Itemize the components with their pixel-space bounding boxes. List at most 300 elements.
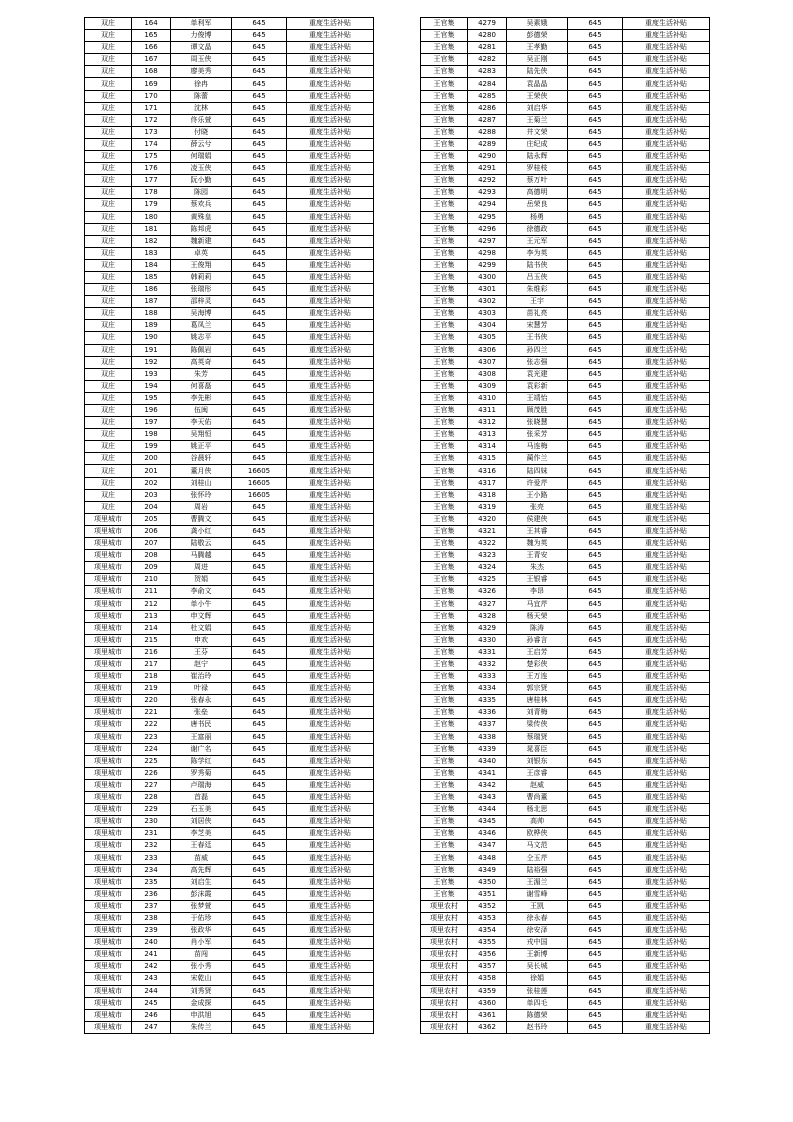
number-cell: 4283 xyxy=(468,66,507,78)
town-cell: 王官集 xyxy=(421,211,468,223)
subsidy-type-cell: 重度生活补贴 xyxy=(623,114,710,126)
amount-cell: 645 xyxy=(232,658,287,670)
table-row xyxy=(421,525,710,537)
town-cell: 王官集 xyxy=(421,368,468,380)
table-row xyxy=(85,900,374,912)
number-cell: 192 xyxy=(132,356,171,368)
table-row xyxy=(85,538,374,550)
amount-cell: 645 xyxy=(568,840,623,852)
town-cell: 王官集 xyxy=(421,126,468,138)
subsidy-type-cell: 重度生活补贴 xyxy=(623,18,710,30)
amount-cell: 645 xyxy=(568,562,623,574)
name-cell: 薛云兮 xyxy=(171,138,232,150)
name-cell: 周进 xyxy=(171,562,232,574)
subsidy-type-cell: 重度生活补贴 xyxy=(623,296,710,308)
town-cell: 双庄 xyxy=(85,114,132,126)
table-row xyxy=(421,235,710,247)
table-row xyxy=(421,1009,710,1021)
table-row xyxy=(85,840,374,852)
subsidy-type-cell: 重度生活补贴 xyxy=(287,925,374,937)
subsidy-type-cell: 重度生活补贴 xyxy=(287,489,374,501)
subsidy-type-cell: 重度生活补贴 xyxy=(287,66,374,78)
amount-cell: 645 xyxy=(568,211,623,223)
town-cell: 双庄 xyxy=(85,102,132,114)
town-cell: 项里城市 xyxy=(85,743,132,755)
table-row xyxy=(421,562,710,574)
subsidy-type-cell: 重度生活补贴 xyxy=(287,344,374,356)
number-cell: 4301 xyxy=(468,284,507,296)
table-row xyxy=(85,453,374,465)
number-cell: 4350 xyxy=(468,876,507,888)
amount-cell: 645 xyxy=(232,888,287,900)
name-cell: 陆敬云 xyxy=(171,538,232,550)
subsidy-type-cell: 重度生活补贴 xyxy=(287,259,374,271)
town-cell: 项里城市 xyxy=(85,985,132,997)
amount-cell: 645 xyxy=(232,634,287,646)
subsidy-type-cell: 重度生活补贴 xyxy=(623,344,710,356)
name-cell: 戎中国 xyxy=(507,937,568,949)
subsidy-type-cell: 重度生活补贴 xyxy=(287,658,374,670)
name-cell: 仝玉芹 xyxy=(507,852,568,864)
town-cell: 王官集 xyxy=(421,695,468,707)
amount-cell: 645 xyxy=(568,961,623,973)
number-cell: 234 xyxy=(132,864,171,876)
subsidy-type-cell: 重度生活补贴 xyxy=(623,634,710,646)
name-cell: 徐娟 xyxy=(507,973,568,985)
amount-cell: 645 xyxy=(568,247,623,259)
number-cell: 216 xyxy=(132,646,171,658)
amount-cell: 645 xyxy=(568,574,623,586)
amount-cell: 645 xyxy=(232,199,287,211)
town-cell: 王官集 xyxy=(421,804,468,816)
town-cell: 王官集 xyxy=(421,90,468,102)
amount-cell: 645 xyxy=(232,997,287,1009)
subsidy-type-cell: 重度生活补贴 xyxy=(287,852,374,864)
amount-cell: 645 xyxy=(568,900,623,912)
name-cell: 唐书民 xyxy=(171,719,232,731)
number-cell: 4331 xyxy=(468,646,507,658)
subsidy-type-cell: 重度生活补贴 xyxy=(623,586,710,598)
number-cell: 4296 xyxy=(468,223,507,235)
number-cell: 195 xyxy=(132,392,171,404)
number-cell: 175 xyxy=(132,151,171,163)
amount-cell: 645 xyxy=(568,634,623,646)
town-cell: 项里城市 xyxy=(85,695,132,707)
table-row xyxy=(85,90,374,102)
table-row xyxy=(421,646,710,658)
number-cell: 4285 xyxy=(468,90,507,102)
number-cell: 4320 xyxy=(468,513,507,525)
subsidy-type-cell: 重度生活补贴 xyxy=(623,441,710,453)
name-cell: 首磊 xyxy=(171,792,232,804)
number-cell: 196 xyxy=(132,405,171,417)
name-cell: 朱维彩 xyxy=(507,284,568,296)
town-cell: 王官集 xyxy=(421,779,468,791)
number-cell: 233 xyxy=(132,852,171,864)
subsidy-type-cell: 重度生活补贴 xyxy=(623,973,710,985)
amount-cell: 645 xyxy=(232,392,287,404)
town-cell: 项里城市 xyxy=(85,634,132,646)
name-cell: 王凯 xyxy=(507,900,568,912)
table-row xyxy=(421,465,710,477)
amount-cell: 645 xyxy=(568,804,623,816)
number-cell: 207 xyxy=(132,538,171,550)
table-row xyxy=(421,852,710,864)
table-row xyxy=(421,695,710,707)
town-cell: 王官集 xyxy=(421,405,468,417)
subsidy-type-cell: 重度生活补贴 xyxy=(287,707,374,719)
number-cell: 200 xyxy=(132,453,171,465)
subsidy-type-cell: 重度生活补贴 xyxy=(287,562,374,574)
town-cell: 王官集 xyxy=(421,332,468,344)
table-row xyxy=(421,501,710,513)
town-cell: 双庄 xyxy=(85,126,132,138)
amount-cell: 645 xyxy=(568,767,623,779)
subsidy-type-cell: 重度生活补贴 xyxy=(287,804,374,816)
number-cell: 4287 xyxy=(468,114,507,126)
town-cell: 项里城市 xyxy=(85,755,132,767)
name-cell: 王其睿 xyxy=(507,525,568,537)
town-cell: 项里城市 xyxy=(85,864,132,876)
amount-cell: 645 xyxy=(232,985,287,997)
number-cell: 203 xyxy=(132,489,171,501)
town-cell: 双庄 xyxy=(85,18,132,30)
number-cell: 4338 xyxy=(468,731,507,743)
town-cell: 王官集 xyxy=(421,151,468,163)
table-row xyxy=(421,925,710,937)
name-cell: 曹尚董 xyxy=(507,792,568,804)
number-cell: 202 xyxy=(132,477,171,489)
amount-cell: 16605 xyxy=(232,465,287,477)
table-row xyxy=(421,840,710,852)
name-cell: 王俊翔 xyxy=(171,259,232,271)
amount-cell: 645 xyxy=(568,199,623,211)
name-cell: 王靖怡 xyxy=(507,392,568,404)
amount-cell: 645 xyxy=(568,671,623,683)
name-cell: 陈蕾 xyxy=(171,90,232,102)
number-cell: 237 xyxy=(132,900,171,912)
subsidy-type-cell: 重度生活补贴 xyxy=(287,985,374,997)
town-cell: 王官集 xyxy=(421,888,468,900)
amount-cell: 645 xyxy=(568,284,623,296)
town-cell: 双庄 xyxy=(85,356,132,368)
table-row xyxy=(421,731,710,743)
table-row xyxy=(421,719,710,731)
amount-cell: 645 xyxy=(568,646,623,658)
name-cell: 徐安泽 xyxy=(507,925,568,937)
name-cell: 唐桂林 xyxy=(507,695,568,707)
table-row xyxy=(85,356,374,368)
town-cell: 王官集 xyxy=(421,284,468,296)
table-row xyxy=(85,804,374,816)
town-cell: 王官集 xyxy=(421,876,468,888)
subsidy-type-cell: 重度生活补贴 xyxy=(287,888,374,900)
table-row xyxy=(421,453,710,465)
number-cell: 4346 xyxy=(468,828,507,840)
town-cell: 王官集 xyxy=(421,840,468,852)
town-cell: 王官集 xyxy=(421,586,468,598)
town-cell: 项里城市 xyxy=(85,961,132,973)
number-cell: 228 xyxy=(132,792,171,804)
amount-cell: 645 xyxy=(232,102,287,114)
name-cell: 廖美秀 xyxy=(171,66,232,78)
table-row xyxy=(85,779,374,791)
number-cell: 246 xyxy=(132,1009,171,1021)
subsidy-type-cell: 重度生活补贴 xyxy=(623,671,710,683)
town-cell: 项里农村 xyxy=(421,925,468,937)
number-cell: 4319 xyxy=(468,501,507,513)
name-cell: 朱杰 xyxy=(507,562,568,574)
name-cell: 陈德荣 xyxy=(507,1009,568,1021)
amount-cell: 645 xyxy=(568,163,623,175)
table-row xyxy=(85,30,374,42)
amount-cell: 645 xyxy=(568,392,623,404)
table-row xyxy=(85,574,374,586)
number-cell: 4289 xyxy=(468,138,507,150)
name-cell: 陈学红 xyxy=(171,755,232,767)
number-cell: 198 xyxy=(132,429,171,441)
amount-cell: 645 xyxy=(568,925,623,937)
subsidy-type-cell: 重度生活补贴 xyxy=(287,102,374,114)
town-cell: 王官集 xyxy=(421,489,468,501)
table-row xyxy=(421,707,710,719)
amount-cell: 645 xyxy=(232,441,287,453)
number-cell: 165 xyxy=(132,30,171,42)
table-row xyxy=(421,175,710,187)
number-cell: 4342 xyxy=(468,779,507,791)
town-cell: 双庄 xyxy=(85,78,132,90)
name-cell: 吴正刚 xyxy=(507,54,568,66)
amount-cell: 645 xyxy=(232,417,287,429)
name-cell: 井文荣 xyxy=(507,126,568,138)
subsidy-type-cell: 重度生活补贴 xyxy=(287,405,374,417)
town-cell: 王官集 xyxy=(421,646,468,658)
town-cell: 项里城市 xyxy=(85,683,132,695)
number-cell: 4305 xyxy=(468,332,507,344)
name-cell: 力俊博 xyxy=(171,30,232,42)
name-cell: 蔡万叶 xyxy=(507,175,568,187)
subsidy-type-cell: 重度生活补贴 xyxy=(623,78,710,90)
amount-cell: 645 xyxy=(568,320,623,332)
amount-cell: 645 xyxy=(568,719,623,731)
name-cell: 韩莉莉 xyxy=(171,271,232,283)
name-cell: 张垒 xyxy=(171,707,232,719)
number-cell: 187 xyxy=(132,296,171,308)
name-cell: 宋乾山 xyxy=(171,973,232,985)
number-cell: 231 xyxy=(132,828,171,840)
name-cell: 刘银东 xyxy=(507,755,568,767)
town-cell: 双庄 xyxy=(85,223,132,235)
town-cell: 王官集 xyxy=(421,114,468,126)
table-row xyxy=(85,417,374,429)
name-cell: 马宜芹 xyxy=(507,598,568,610)
number-cell: 4354 xyxy=(468,925,507,937)
name-cell: 朱芳 xyxy=(171,368,232,380)
subsidy-type-cell: 重度生活补贴 xyxy=(287,211,374,223)
town-cell: 王官集 xyxy=(421,223,468,235)
number-cell: 167 xyxy=(132,54,171,66)
number-cell: 247 xyxy=(132,1021,171,1033)
name-cell: 苗威 xyxy=(171,852,232,864)
town-cell: 双庄 xyxy=(85,259,132,271)
town-cell: 项里城市 xyxy=(85,876,132,888)
table-row xyxy=(421,78,710,90)
name-cell: 王元军 xyxy=(507,235,568,247)
number-cell: 245 xyxy=(132,997,171,1009)
number-cell: 4281 xyxy=(468,42,507,54)
subsidy-type-cell: 重度生活补贴 xyxy=(623,550,710,562)
town-cell: 双庄 xyxy=(85,417,132,429)
number-cell: 214 xyxy=(132,622,171,634)
name-cell: 张怀玲 xyxy=(171,489,232,501)
town-cell: 项里城市 xyxy=(85,707,132,719)
name-cell: 孙四兰 xyxy=(507,344,568,356)
name-cell: 欧桦侠 xyxy=(507,828,568,840)
town-cell: 项里城市 xyxy=(85,804,132,816)
amount-cell: 645 xyxy=(232,864,287,876)
amount-cell: 645 xyxy=(568,489,623,501)
name-cell: 何喜磊 xyxy=(171,380,232,392)
number-cell: 4312 xyxy=(468,417,507,429)
town-cell: 项里农村 xyxy=(421,900,468,912)
name-cell: 李芝美 xyxy=(171,828,232,840)
subsidy-type-cell: 重度生活补贴 xyxy=(623,937,710,949)
table-row xyxy=(421,138,710,150)
town-cell: 双庄 xyxy=(85,151,132,163)
subsidy-type-cell: 重度生活补贴 xyxy=(623,743,710,755)
table-row xyxy=(85,731,374,743)
number-cell: 229 xyxy=(132,804,171,816)
number-cell: 4298 xyxy=(468,247,507,259)
table-row xyxy=(421,151,710,163)
number-cell: 4358 xyxy=(468,973,507,985)
amount-cell: 645 xyxy=(232,973,287,985)
name-cell: 梁传侠 xyxy=(507,719,568,731)
name-cell: 袁晶晶 xyxy=(507,78,568,90)
number-cell: 238 xyxy=(132,912,171,924)
number-cell: 4303 xyxy=(468,308,507,320)
subsidy-type-cell: 重度生活补贴 xyxy=(623,804,710,816)
name-cell: 周玉侠 xyxy=(171,54,232,66)
name-cell: 赵威 xyxy=(507,779,568,791)
number-cell: 243 xyxy=(132,973,171,985)
subsidy-type-cell: 重度生活补贴 xyxy=(287,574,374,586)
subsidy-type-cell: 重度生活补贴 xyxy=(623,54,710,66)
number-cell: 4332 xyxy=(468,658,507,670)
amount-cell: 645 xyxy=(232,501,287,513)
name-cell: 姚志平 xyxy=(171,332,232,344)
number-cell: 179 xyxy=(132,199,171,211)
amount-cell: 645 xyxy=(232,574,287,586)
subsidy-type-cell: 重度生活补贴 xyxy=(623,767,710,779)
name-cell: 张梦萱 xyxy=(171,900,232,912)
number-cell: 242 xyxy=(132,961,171,973)
number-cell: 4339 xyxy=(468,743,507,755)
town-cell: 双庄 xyxy=(85,211,132,223)
amount-cell: 645 xyxy=(568,525,623,537)
table-row xyxy=(85,622,374,634)
name-cell: 陆永辉 xyxy=(507,151,568,163)
subsidy-type-cell: 重度生活补贴 xyxy=(623,779,710,791)
name-cell: 王彦睿 xyxy=(507,767,568,779)
table-row xyxy=(85,864,374,876)
town-cell: 项里城市 xyxy=(85,900,132,912)
amount-cell: 645 xyxy=(232,900,287,912)
amount-cell: 645 xyxy=(568,42,623,54)
town-cell: 双庄 xyxy=(85,501,132,513)
subsidy-type-cell: 重度生活补贴 xyxy=(623,574,710,586)
name-cell: 杜文娟 xyxy=(171,622,232,634)
number-cell: 4314 xyxy=(468,441,507,453)
number-cell: 170 xyxy=(132,90,171,102)
subsidy-type-cell: 重度生活补贴 xyxy=(287,731,374,743)
town-cell: 双庄 xyxy=(85,163,132,175)
table-row xyxy=(421,973,710,985)
name-cell: 王万连 xyxy=(507,671,568,683)
subsidy-type-cell: 重度生活补贴 xyxy=(287,779,374,791)
amount-cell: 645 xyxy=(232,876,287,888)
table-row xyxy=(421,1021,710,1033)
subsidy-type-cell: 重度生活补贴 xyxy=(287,151,374,163)
amount-cell: 645 xyxy=(568,417,623,429)
town-cell: 王官集 xyxy=(421,308,468,320)
amount-cell: 645 xyxy=(232,840,287,852)
name-cell: 申欢 xyxy=(171,634,232,646)
name-cell: 郭宗贤 xyxy=(507,683,568,695)
number-cell: 4330 xyxy=(468,634,507,646)
number-cell: 4316 xyxy=(468,465,507,477)
subsidy-type-cell: 重度生活补贴 xyxy=(623,223,710,235)
subsidy-type-cell: 重度生活补贴 xyxy=(287,961,374,973)
number-cell: 4293 xyxy=(468,187,507,199)
amount-cell: 645 xyxy=(568,973,623,985)
number-cell: 201 xyxy=(132,465,171,477)
table-row xyxy=(85,501,374,513)
table-row xyxy=(421,296,710,308)
subsidy-type-cell: 重度生活补贴 xyxy=(287,199,374,211)
number-cell: 194 xyxy=(132,380,171,392)
town-cell: 双庄 xyxy=(85,344,132,356)
town-cell: 王官集 xyxy=(421,658,468,670)
subsidy-type-cell: 重度生活补贴 xyxy=(287,828,374,840)
table-row xyxy=(85,284,374,296)
table-row xyxy=(421,538,710,550)
town-cell: 项里城市 xyxy=(85,937,132,949)
town-cell: 双庄 xyxy=(85,441,132,453)
town-cell: 项里城市 xyxy=(85,767,132,779)
table-row xyxy=(85,997,374,1009)
table-row xyxy=(85,1009,374,1021)
table-row xyxy=(85,175,374,187)
table-row xyxy=(421,949,710,961)
name-cell: 董月侠 xyxy=(171,465,232,477)
subsidy-type-cell: 重度生活补贴 xyxy=(623,126,710,138)
subsidy-type-cell: 重度生活补贴 xyxy=(623,332,710,344)
number-cell: 176 xyxy=(132,163,171,175)
amount-cell: 645 xyxy=(568,743,623,755)
number-cell: 193 xyxy=(132,368,171,380)
name-cell: 葛凤兰 xyxy=(171,320,232,332)
subsidy-type-cell: 重度生活补贴 xyxy=(287,695,374,707)
name-cell: 徐德政 xyxy=(507,223,568,235)
town-cell: 双庄 xyxy=(85,90,132,102)
table-row xyxy=(421,888,710,900)
subsidy-type-cell: 重度生活补贴 xyxy=(623,405,710,417)
town-cell: 王官集 xyxy=(421,707,468,719)
amount-cell: 645 xyxy=(568,138,623,150)
subsidy-type-cell: 重度生活补贴 xyxy=(623,538,710,550)
table-row xyxy=(421,441,710,453)
